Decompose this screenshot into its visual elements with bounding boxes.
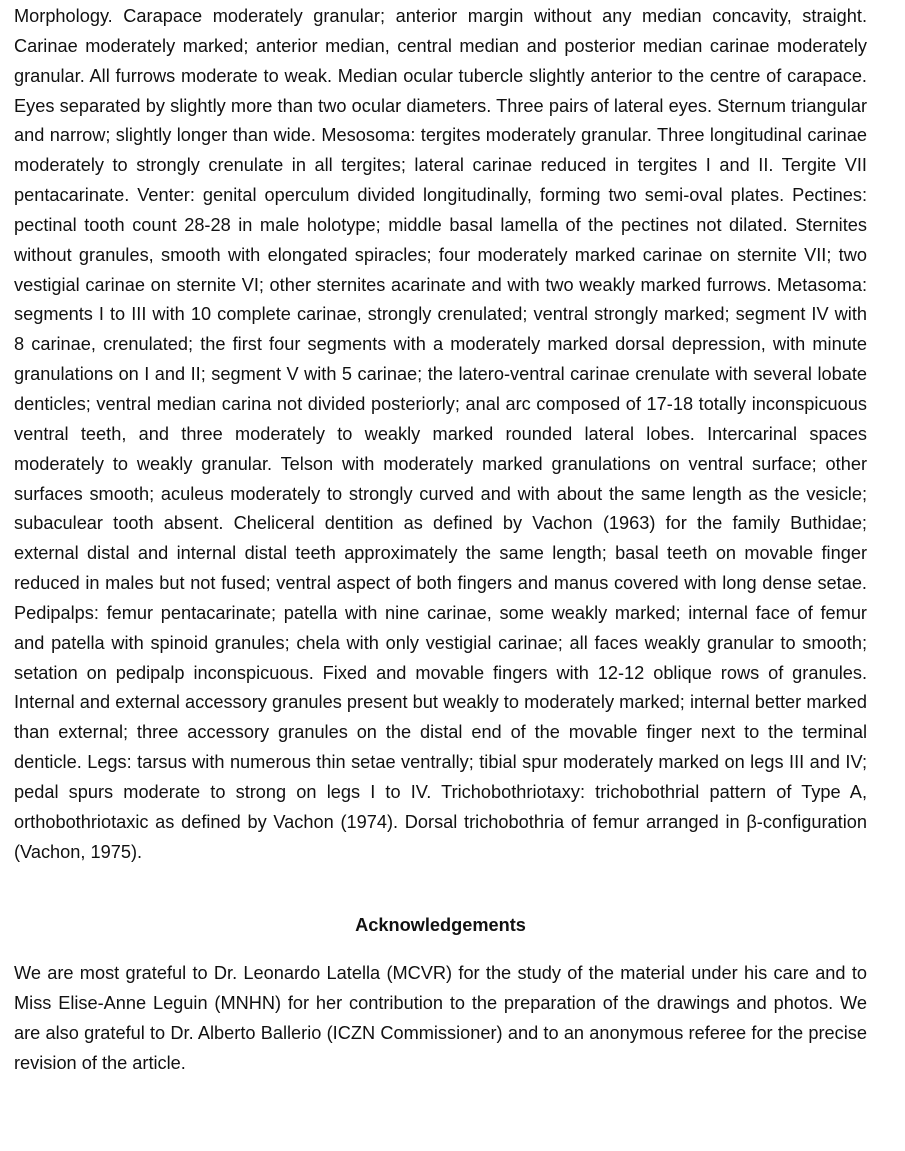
morphology-paragraph: Morphology. Carapace moderately granular; anterior margin without any median concavity, straight. Carinae moderately marked; anterior median, central median and posterior median carinae moderately granular. All furrows moderate to weak. Median ocular tubercle slightly anterior to the centre of carapace. Eyes separated by slightly more than two ocular diameters. Three pairs of lateral eyes. Sternum triangular and narrow; slightly longer than wide. Mesosoma: tergites moderately granular. Three longitudinal carinae moderately to strongly crenulate in all tergites; lateral carinae reduced in tergites I and II. Tergite VII pentacarinate. Venter: genital operculum divided longitudinally, forming two semi-oval plates. Pectines: pectinal tooth count 28-28 in male holotype; middle basal lamella of the pectines not dilated. Sternites without granules, smooth with elongated spiracles; four moderately marked carinae on sternite VII; two vestigial carinae on sternite VI; other sternites acarinate and with two weakly marked furrows. Metasoma: segments I to III with 10 complete carinae, strongly crenulated; ventral strongly marked; segment IV with 8 carinae, crenulated; the first four segments with a moderately marked dorsal depression, with minute granulations on I and II; segment V with 5 carinae; the latero-ventral carinae crenulate with several lobate denticles; ventral median carina not divided posteriorly; anal arc composed of 17-18 totally inconspicuous ventral teeth, and three moderately to weakly marked rounded lateral lobes. Intercarinal spaces moderately to weakly granular. Telson with moderately marked granulations on ventral surface; other surfaces smooth; aculeus moderately to strongly curved and with about the same length as the vesicle; subaculear tooth absent. Cheliceral dentition as defined by Vachon (1963) for the family Buthidae; external distal and internal distal teeth approximately the same length; basal teeth on movable finger reduced in males but not fused; ventral aspect of both fingers and manus covered with long dense setae. Pedipalps: femur pentacarinate; patella with nine carinae, some weakly marked; internal face of femur and patella with spinoid granules; chela with only vestigial carinae; all faces weakly granular to smooth; setation on pedipalp inconspicuous. Fixed and movable fingers with 12-12 oblique rows of granules. Internal and external accessory granules present but weakly to moderately marked; internal better marked than external; three accessory granules on the distal end of the movable finger next to the terminal denticle. Legs: tarsus with numerous thin setae ventrally; tibial spur moderately marked on legs III and IV; pedal spurs moderate to strong on legs I to IV. Trichobothriotaxy: trichobothrial pattern of Type A, orthobothriotaxic as defined by Vachon (1974). Dorsal trichobothria of femur arranged in β-configuration (Vachon, 1975). xyxy=(14,6,867,862)
document-page xyxy=(14,2,867,1079)
acknowledgements-paragraph: We are most grateful to Dr. Leonardo Latella (MCVR) for the study of the material under his care and to Miss Elise-Anne Leguin (MNHN) for her contribution to the preparation of the drawings and photos. We are also grateful to Dr. Alberto Ballerio (ICZN Commissioner) and to an anonymous referee for the precise revision of the article. xyxy=(14,963,867,1073)
acknowledgements-heading: Acknowledgements xyxy=(355,915,526,936)
